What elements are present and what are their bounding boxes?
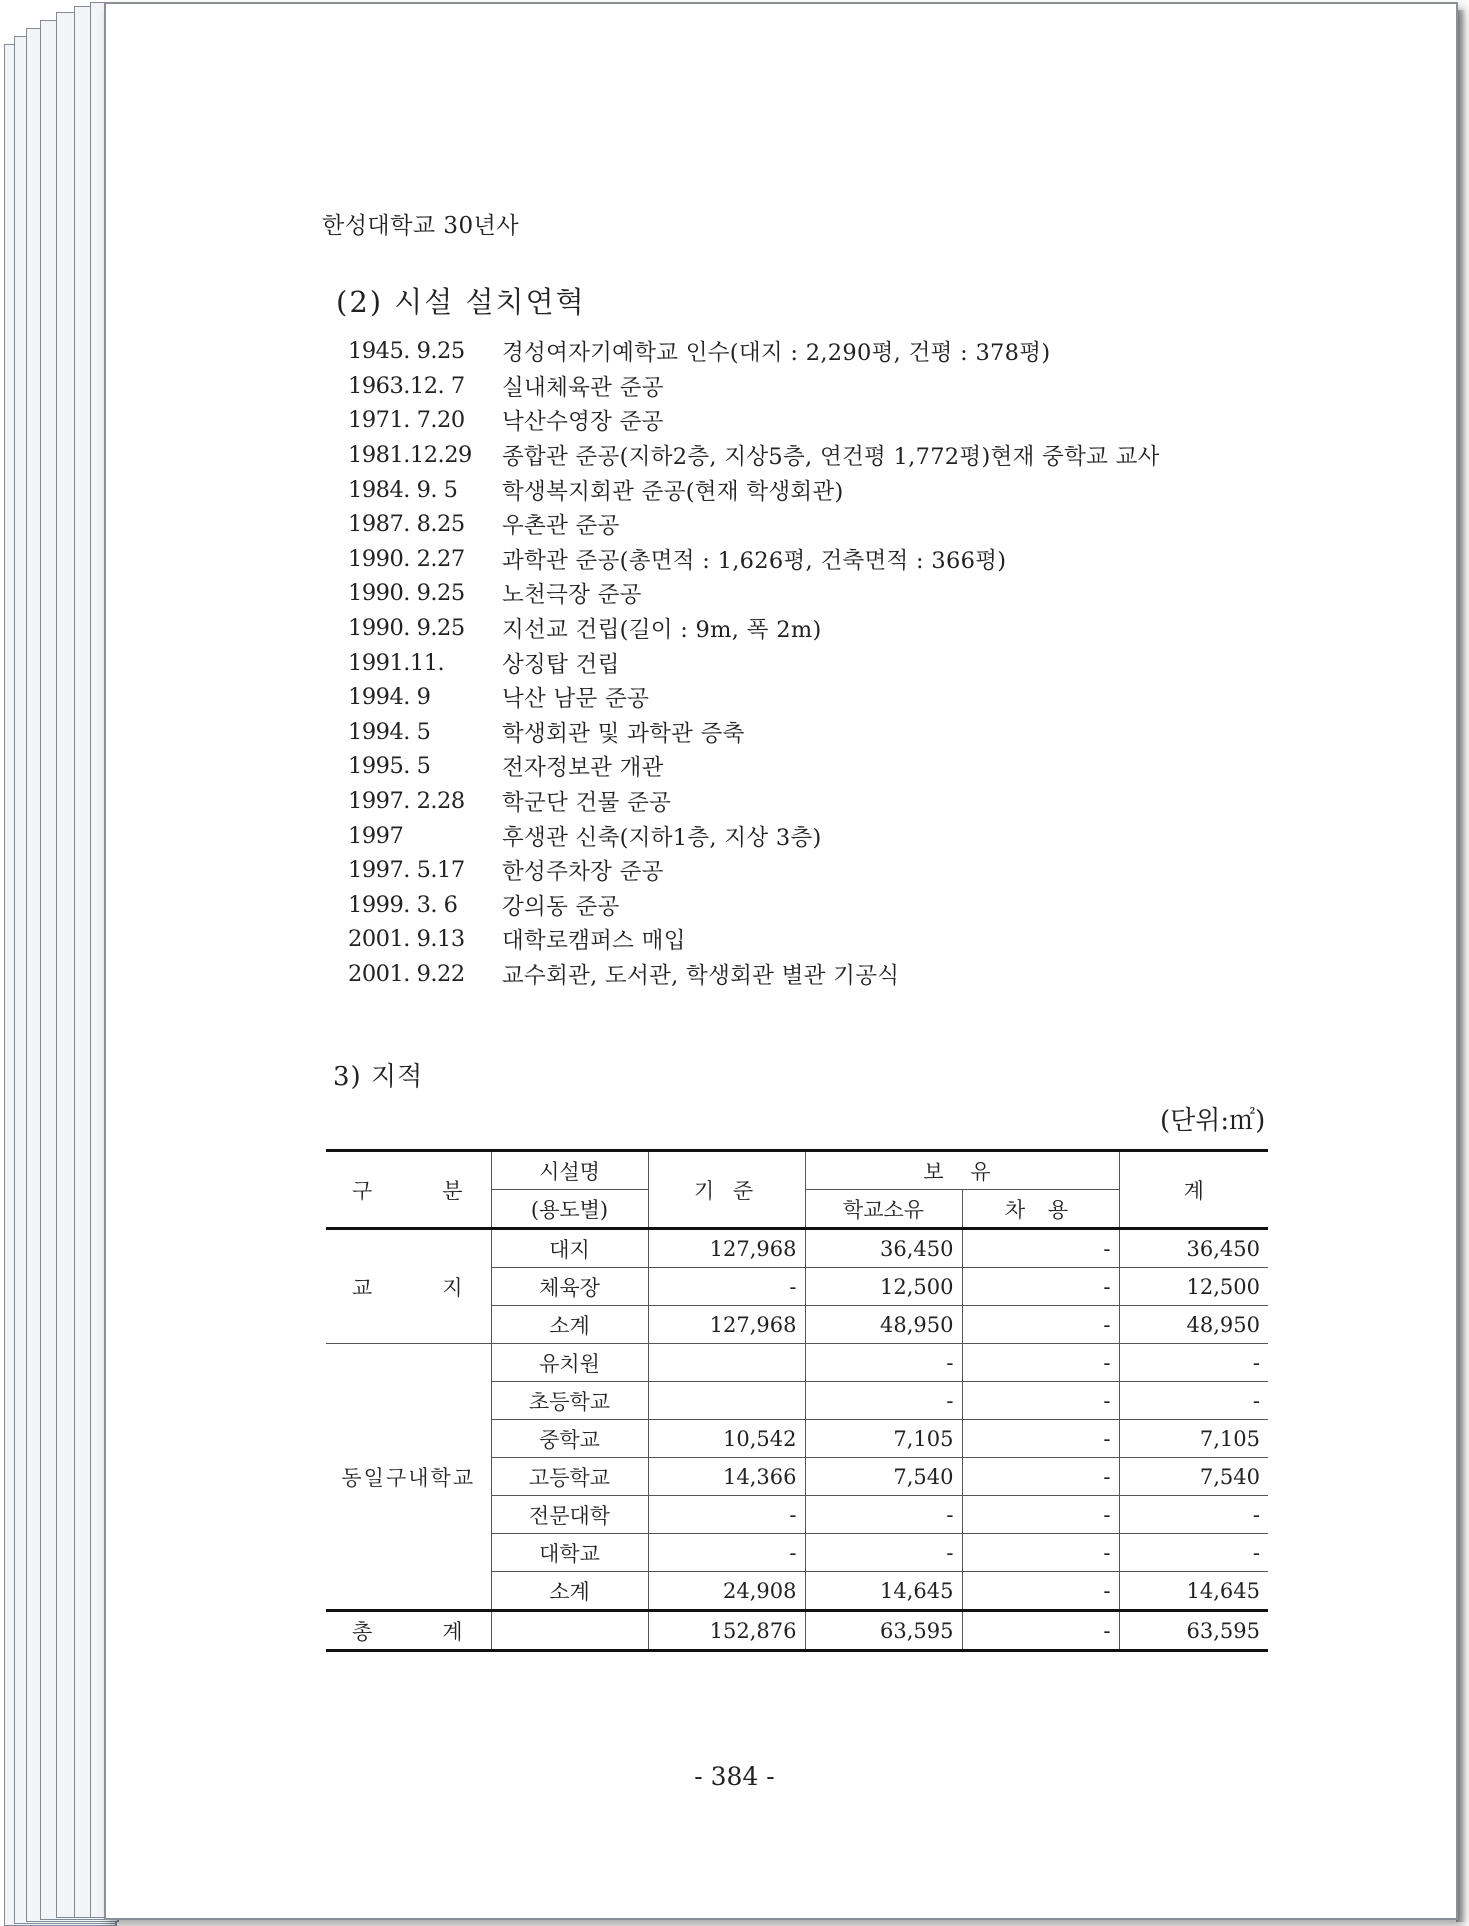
history-date: 1994. 9	[348, 684, 431, 711]
history-entry	[348, 749, 1248, 784]
facility-name: 체육장	[491, 1268, 648, 1306]
history-description: 학생회관 및 과학관 증축	[502, 720, 745, 747]
history-entry	[348, 542, 1248, 577]
facility-name	[491, 1611, 648, 1651]
total-value: -	[1119, 1382, 1268, 1420]
history-description: 한성주차장 준공	[502, 859, 664, 886]
leased-value: -	[962, 1229, 1119, 1268]
history-date: 1990. 2.27	[348, 545, 465, 572]
owned-value: -	[805, 1496, 962, 1534]
leased-value: -	[962, 1382, 1119, 1420]
history-description: 후생관 신축(지하1층, 지상 3층)	[502, 824, 822, 851]
history-entry	[348, 472, 1248, 507]
facility-name: 대학교	[491, 1534, 648, 1572]
standard-value: 152,876	[648, 1611, 805, 1651]
unit-label: (단위:㎡)	[1160, 1106, 1266, 1136]
facility-history-list	[348, 334, 1248, 991]
history-entry	[348, 853, 1248, 888]
leased-value: -	[962, 1306, 1119, 1344]
history-date: 1990. 9.25	[348, 615, 465, 642]
leased-value: -	[962, 1344, 1119, 1382]
leased-value: -	[962, 1611, 1119, 1651]
total-value: 12,500	[1119, 1268, 1268, 1306]
owned-value: -	[805, 1534, 962, 1572]
total-value: -	[1119, 1344, 1268, 1382]
history-date: 1997. 2.28	[348, 788, 465, 815]
history-entry	[348, 888, 1248, 923]
history-date: 1981.12.29	[348, 442, 472, 469]
book-page-edges	[0, 0, 110, 1926]
history-entry	[348, 438, 1248, 473]
history-entry	[348, 611, 1248, 646]
history-description: 학생복지회관 준공(현재 학생회관)	[502, 478, 844, 505]
total-value: 63,595	[1119, 1611, 1268, 1651]
running-head: 한성대학교 30년사	[322, 213, 520, 239]
total-value: 36,450	[1119, 1229, 1268, 1268]
facility-name: 초등학교	[491, 1382, 648, 1420]
total-value: -	[1119, 1496, 1268, 1534]
owned-value: 14,645	[805, 1572, 962, 1611]
leased-value: -	[962, 1458, 1119, 1496]
grand-total-row	[326, 1611, 1268, 1651]
standard-value: 10,542	[648, 1420, 805, 1458]
history-description: 종합관 준공(지하2층, 지상5층, 연건평 1,772평)현재 중학교 교사	[502, 444, 1160, 471]
history-description: 상징탑 건립	[502, 651, 620, 678]
history-description: 지선교 건립(길이 : 9m, 폭 2m)	[502, 617, 822, 644]
standard-value: 24,908	[648, 1572, 805, 1611]
facility-name: 소계	[491, 1306, 648, 1344]
history-description: 전자정보관 개관	[502, 755, 664, 782]
total-value: 7,105	[1119, 1420, 1268, 1458]
history-date: 1987. 8.25	[348, 511, 465, 538]
facility-name: 소계	[491, 1572, 648, 1611]
history-date: 1994. 5	[348, 718, 431, 745]
history-description: 우촌관 준공	[502, 513, 620, 540]
total-value: -	[1119, 1534, 1268, 1572]
header-category: 구 분	[326, 1151, 491, 1229]
leased-value: -	[962, 1420, 1119, 1458]
standard-value	[648, 1382, 805, 1420]
table-row	[326, 1344, 1268, 1382]
standard-value: -	[648, 1534, 805, 1572]
history-date: 1991.11.	[348, 649, 445, 676]
header-standard: 기 준	[648, 1151, 805, 1229]
history-description: 낙산수영장 준공	[502, 409, 664, 436]
history-entry	[348, 334, 1248, 369]
facility-name: 중학교	[491, 1420, 648, 1458]
standard-value: 127,968	[648, 1306, 805, 1344]
grand-total-label: 총 계	[326, 1611, 491, 1651]
history-description: 경성여자기예학교 인수(대지 : 2,290평, 건평 : 378평)	[502, 340, 1051, 367]
leased-value: -	[962, 1268, 1119, 1306]
owned-value: -	[805, 1344, 962, 1382]
owned-value: 63,595	[805, 1611, 962, 1651]
history-entry	[348, 403, 1248, 438]
history-entry	[348, 784, 1248, 819]
history-description: 대학로캠퍼스 매입	[502, 928, 686, 955]
leased-value: -	[962, 1496, 1119, 1534]
facility-name: 전문대학	[491, 1496, 648, 1534]
section-title: (2) 시설 설치연혁	[336, 285, 586, 319]
owned-value: 48,950	[805, 1306, 962, 1344]
standard-value: -	[648, 1496, 805, 1534]
history-description: 강의동 준공	[502, 893, 620, 920]
header-facility-bottom: (용도별)	[491, 1190, 648, 1229]
header-facility-top: 시설명	[491, 1151, 648, 1190]
history-date: 1997. 5.17	[348, 857, 465, 884]
header-total: 계	[1119, 1151, 1268, 1229]
owned-value: 7,105	[805, 1420, 962, 1458]
history-date: 1984. 9. 5	[348, 476, 458, 503]
history-date: 1971. 7.20	[348, 407, 465, 434]
history-entry	[348, 922, 1248, 957]
history-entry	[348, 680, 1248, 715]
history-date: 1963.12. 7	[348, 372, 465, 399]
standard-value: 127,968	[648, 1229, 805, 1268]
history-date: 1990. 9.25	[348, 580, 465, 607]
header-holding: 보 유	[805, 1151, 1119, 1190]
land-area-table	[326, 1149, 1268, 1652]
history-date: 2001. 9.13	[348, 926, 465, 953]
standard-value: -	[648, 1268, 805, 1306]
land-section-title: 3) 지적	[333, 1062, 424, 1092]
history-entry	[348, 369, 1248, 404]
history-entry	[348, 818, 1248, 853]
facility-name: 고등학교	[491, 1458, 648, 1496]
total-value: 7,540	[1119, 1458, 1268, 1496]
history-description: 과학관 준공(총면적 : 1,626평, 건축면적 : 366평)	[502, 547, 1007, 574]
page-number: - 384 -	[694, 1762, 775, 1791]
leased-value: -	[962, 1572, 1119, 1611]
history-entry	[348, 645, 1248, 680]
history-date: 1997	[348, 822, 404, 849]
history-date: 1995. 5	[348, 753, 431, 780]
history-entry	[348, 507, 1248, 542]
facility-name: 대지	[491, 1229, 648, 1268]
history-entry	[348, 576, 1248, 611]
header-leased: 차 용	[962, 1190, 1119, 1229]
header-school-owned: 학교소유	[805, 1190, 962, 1229]
total-value: 48,950	[1119, 1306, 1268, 1344]
history-date: 1945. 9.25	[348, 338, 465, 365]
standard-value: 14,366	[648, 1458, 805, 1496]
history-entry	[348, 957, 1248, 992]
leased-value: -	[962, 1534, 1119, 1572]
history-description: 낙산 남문 준공	[502, 686, 650, 713]
standard-value	[648, 1344, 805, 1382]
total-value: 14,645	[1119, 1572, 1268, 1611]
facility-name: 유치원	[491, 1344, 648, 1382]
history-description: 노천극장 준공	[502, 582, 642, 609]
group-name: 교 지	[326, 1229, 491, 1344]
table-row	[326, 1229, 1268, 1268]
owned-value: 7,540	[805, 1458, 962, 1496]
owned-value: 36,450	[805, 1229, 962, 1268]
history-description: 실내체육관 준공	[502, 374, 664, 401]
history-date: 1999. 3. 6	[348, 891, 458, 918]
group-name: 동일구내학교	[326, 1344, 491, 1611]
owned-value: -	[805, 1382, 962, 1420]
owned-value: 12,500	[805, 1268, 962, 1306]
history-description: 학군단 건물 준공	[502, 790, 672, 817]
history-entry	[348, 715, 1248, 750]
history-date: 2001. 9.22	[348, 960, 465, 987]
history-description: 교수회관, 도서관, 학생회관 별관 기공식	[502, 962, 900, 989]
